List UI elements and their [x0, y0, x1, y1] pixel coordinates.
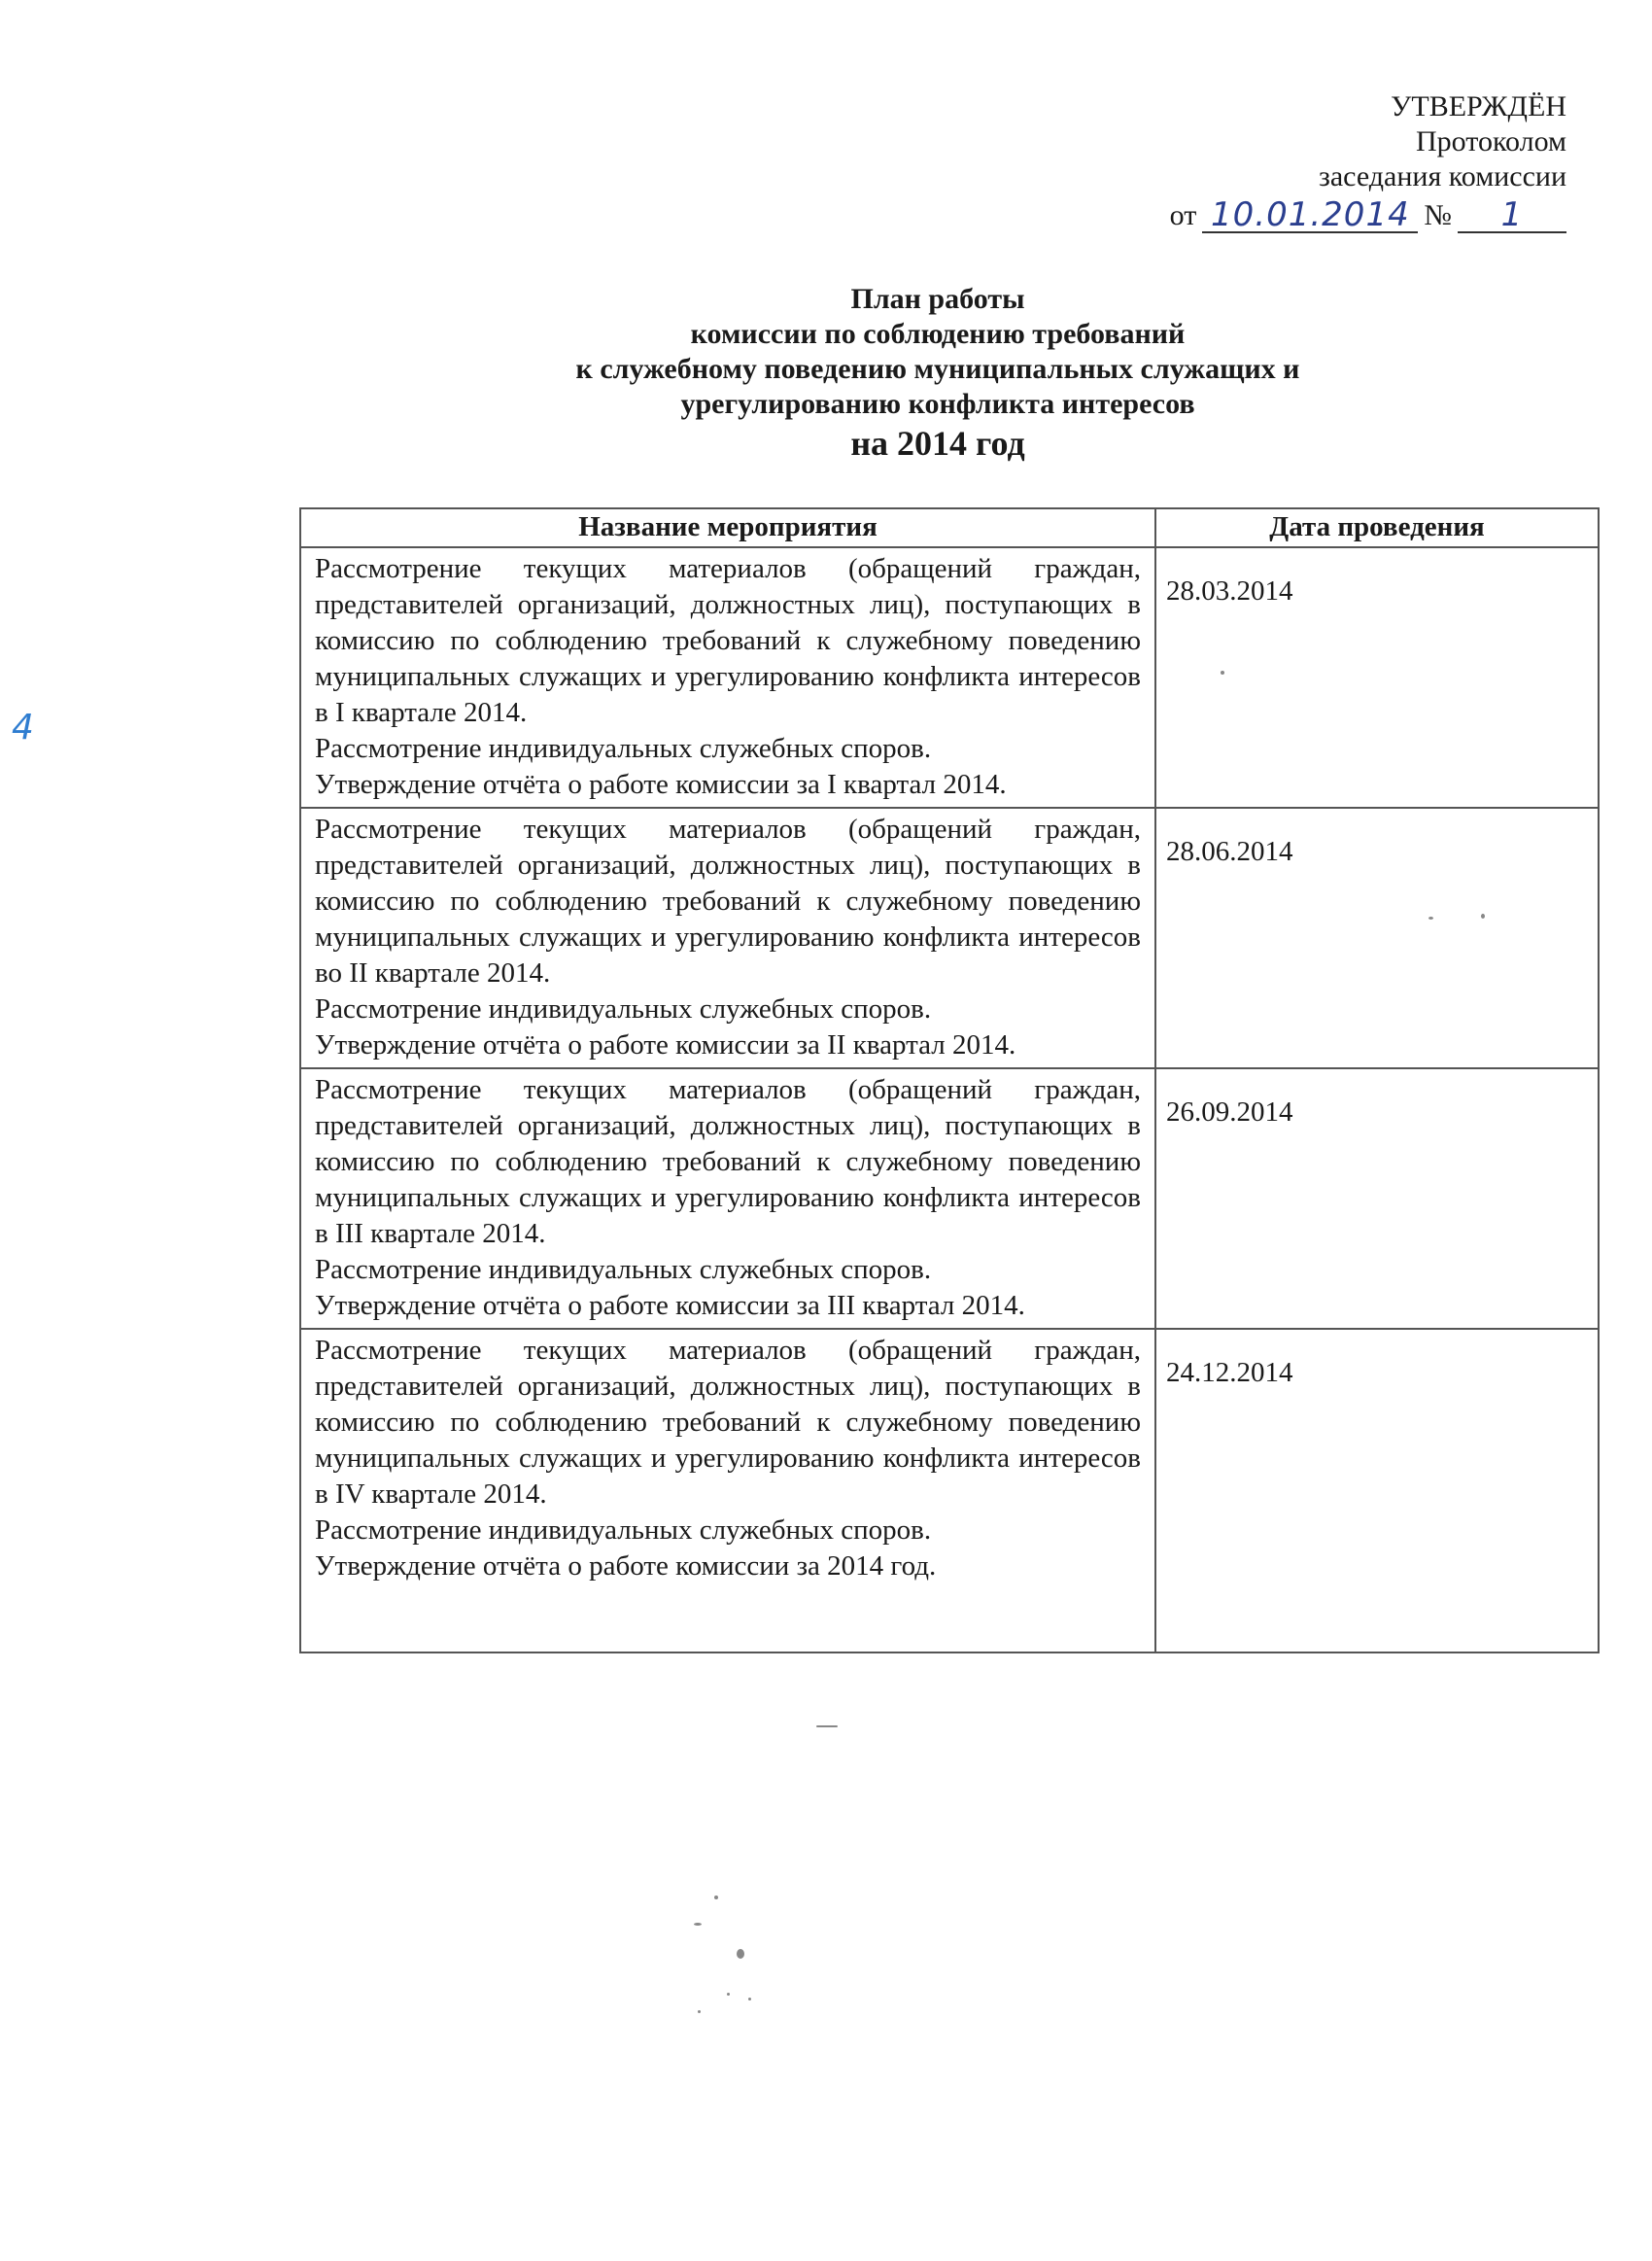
table-row [300, 1068, 1599, 1329]
disputes-text: Рассмотрение индивидуальных служебных споров. [315, 1514, 932, 1546]
title-line-5: на 2014 год [850, 424, 1025, 463]
event-text: Рассмотрение текущих материалов (обращений граждан, представителей организаций, должностных лиц), поступающих в комиссию по соблюдению требований к служебному поведению муниципальных служащих и урегулированию конфликта интересов в III квартале 2014. [315, 1074, 1141, 1249]
event-text: Рассмотрение текущих материалов (обращений граждан, представителей организаций, должностных лиц), поступающих в комиссию по соблюдению требований к служебному поведению муниципальных служащих и урегулированию конфликта интересов во II квартале 2014. [315, 814, 1141, 989]
event-cell [300, 547, 1155, 808]
plan-table [299, 507, 1600, 1653]
report-text: Утверждение отчёта о работе комиссии за II квартал 2014. [315, 1029, 1016, 1061]
scan-speck [1428, 917, 1433, 920]
disputes-text: Рассмотрение индивидуальных служебных споров. [315, 733, 932, 764]
scan-speck [727, 1993, 730, 1996]
header-event: Название мероприятия [300, 508, 1155, 547]
scan-speck [748, 1998, 751, 2000]
event-text: Рассмотрение текущих материалов (обращений граждан, представителей организаций, должностных лиц), поступающих в комиссию по соблюдению требований к служебному поведению муниципальных служащих и урегулированию конфликта интересов в I квартале 2014. [315, 553, 1141, 728]
approval-number-label: № [1424, 199, 1452, 231]
date-cell: 28.03.2014 [1155, 547, 1599, 808]
table-row [300, 1329, 1599, 1652]
report-text: Утверждение отчёта о работе комиссии за III квартал 2014. [315, 1290, 1025, 1321]
event-cell [300, 1329, 1155, 1652]
title-line-4: урегулированию конфликта интересов [680, 388, 1195, 420]
scan-speck [694, 1923, 702, 1926]
scan-speck [737, 1949, 744, 1959]
table-header-row [300, 508, 1599, 547]
document-title [389, 282, 1487, 465]
scan-speck [816, 1725, 838, 1727]
approval-meeting-label: заседания комиссии [1318, 160, 1566, 192]
date-cell: 28.06.2014 [1155, 808, 1599, 1068]
header-date: Дата проведения [1155, 508, 1599, 547]
approval-date-row [983, 195, 1566, 234]
title-line-2: комиссии по соблюдению требований [690, 318, 1186, 350]
date-cell: 26.09.2014 [1155, 1068, 1599, 1329]
disputes-text: Рассмотрение индивидуальных служебных споров. [315, 993, 932, 1025]
approval-block [983, 89, 1566, 233]
approval-status: УТВЕРЖДЁН [1391, 90, 1566, 122]
event-cell [300, 1068, 1155, 1329]
table-row [300, 547, 1599, 808]
event-text: Рассмотрение текущих материалов (обращений граждан, представителей организаций, должностных лиц), поступающих в комиссию по соблюдению требований к служебному поведению муниципальных служащих и урегулированию конфликта интересов в IV квартале 2014. [315, 1335, 1141, 1510]
report-text: Утверждение отчёта о работе комиссии за I квартал 2014. [315, 769, 1007, 800]
title-line-1: План работы [850, 283, 1025, 315]
approval-date-handwritten: 10.01.2014 [1202, 198, 1418, 233]
scan-speck [1481, 914, 1485, 919]
approval-from-label: от [1169, 199, 1197, 231]
scan-speck [1221, 671, 1224, 675]
disputes-text: Рассмотрение индивидуальных служебных споров. [315, 1254, 932, 1285]
approval-protocol-label: Протоколом [1415, 125, 1566, 157]
scan-speck [714, 1896, 718, 1899]
event-cell [300, 808, 1155, 1068]
table-row [300, 808, 1599, 1068]
scan-speck [698, 2010, 701, 2013]
title-line-3: к служебному поведению муниципальных служащих и [575, 353, 1300, 385]
date-cell: 24.12.2014 [1155, 1329, 1599, 1652]
report-text: Утверждение отчёта о работе комиссии за 2014 год. [315, 1550, 937, 1582]
margin-handwritten-note: 4 [12, 708, 34, 748]
approval-number-handwritten: 1 [1458, 198, 1566, 233]
